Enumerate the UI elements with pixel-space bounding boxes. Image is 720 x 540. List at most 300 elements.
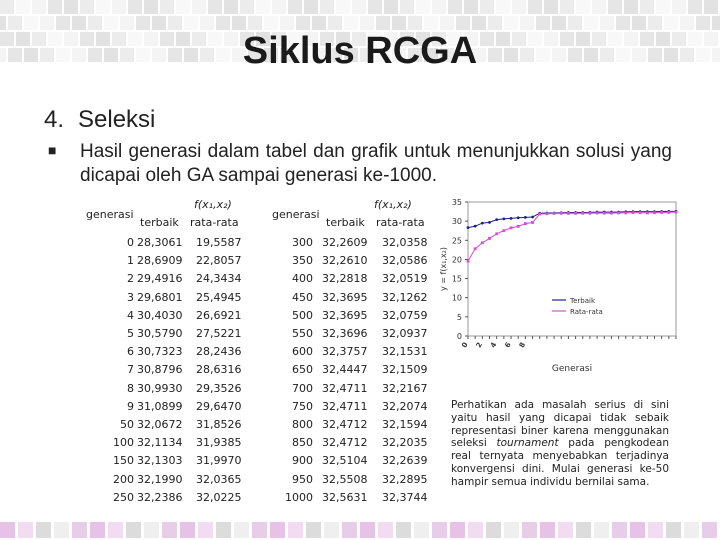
band-tile (232, 16, 246, 30)
cell-avg: 22,8057 (196, 254, 242, 268)
cell-generation: 2 (127, 272, 134, 286)
header-avg: rata-rata (376, 216, 425, 229)
band-tile (360, 16, 374, 30)
y-tick-label: 30 (451, 217, 462, 227)
cell-avg: 32,2639 (382, 454, 428, 468)
note-italic: tournament (496, 437, 559, 450)
cell-avg: 32,2035 (382, 436, 428, 450)
band-tile (108, 522, 123, 538)
band-tile (488, 16, 502, 30)
cell-avg: 32,0358 (382, 236, 428, 249)
band-tile (224, 0, 238, 14)
point-avg (589, 212, 592, 215)
band-tile (450, 522, 465, 538)
band-tile (270, 522, 285, 538)
band-tile (576, 0, 590, 14)
band-tile (252, 522, 267, 538)
x-tick-label: 4 (489, 341, 499, 350)
band-tile (504, 522, 519, 538)
x-tick-label: 0 (460, 341, 470, 350)
section-title: Seleksi (78, 106, 156, 133)
cell-generation: 350 (292, 254, 313, 268)
band-tile (280, 16, 294, 30)
band-tile (400, 0, 414, 14)
legend-label: Terbaik (570, 297, 596, 305)
table-row (270, 382, 440, 398)
point-avg (524, 222, 527, 225)
point-avg (517, 225, 520, 228)
note-paragraph (451, 399, 669, 489)
cell-best: 29,6801 (137, 290, 183, 304)
band-tile (558, 522, 573, 538)
band-tile (520, 16, 534, 30)
point-avg (567, 212, 570, 215)
table-row (80, 272, 270, 288)
band-tile (48, 0, 62, 14)
cell-generation: 6 (127, 345, 134, 359)
band-tile (600, 16, 614, 30)
band-tile (648, 522, 663, 538)
table-row (80, 309, 270, 325)
band-tile (630, 522, 645, 538)
band-tile (208, 0, 222, 14)
cell-avg: 19,5587 (196, 236, 242, 249)
band-tile (584, 16, 598, 30)
cell-best: 32,2386 (137, 490, 183, 504)
band-tile (198, 522, 213, 538)
table-row (80, 418, 270, 434)
cell-avg: 28,6316 (196, 363, 242, 377)
point-avg (646, 211, 649, 214)
point-avg (603, 212, 606, 215)
band-tile (192, 0, 206, 14)
cell-avg: 27,5221 (196, 327, 242, 340)
cell-best: 28,3061 (137, 236, 183, 249)
cell-best: 32,5508 (322, 472, 368, 486)
cell-best: 32,5631 (322, 490, 368, 504)
cell-generation: 450 (292, 290, 313, 304)
cell-avg: 29,3526 (196, 381, 242, 395)
cell-generation: 600 (292, 345, 313, 359)
cell-best: 30,5790 (137, 327, 183, 340)
table-row (80, 382, 270, 398)
band-tile (616, 16, 630, 30)
table-row (270, 418, 440, 434)
x-tick-label: 2 (474, 341, 485, 350)
band-tile (304, 0, 318, 14)
cell-generation: 550 (292, 327, 313, 340)
band-tile (64, 0, 78, 14)
cell-best: 32,4712 (322, 436, 368, 450)
cell-best: 32,1303 (137, 454, 183, 468)
band-tile (104, 16, 118, 30)
band-tile (504, 16, 518, 30)
band-tile (96, 0, 110, 14)
band-tile (552, 16, 566, 30)
cell-avg: 31,9385 (196, 436, 242, 450)
band-tile (180, 522, 195, 538)
point-best (481, 222, 484, 225)
band-tile (216, 522, 231, 538)
point-avg (610, 212, 613, 215)
x-axis-label: Generasi (551, 364, 593, 374)
point-avg (632, 211, 635, 214)
band-tile (408, 16, 422, 30)
cell-avg: 32,0937 (382, 327, 428, 340)
band-tile (272, 0, 286, 14)
band-tile (702, 522, 717, 538)
cell-best: 32,5104 (322, 454, 368, 468)
band-tile (72, 522, 87, 538)
cell-generation: 800 (292, 418, 313, 431)
point-avg (495, 232, 498, 235)
slide-title: Siklus RCGA (242, 30, 478, 72)
table-row (270, 254, 440, 270)
table-row (80, 454, 270, 470)
header-f: f(x₁,x₂) (374, 198, 412, 211)
band-tile (536, 16, 550, 30)
band-tile (612, 522, 627, 538)
band-tile (120, 16, 134, 30)
table-row (270, 272, 440, 288)
point-avg (502, 229, 505, 232)
cell-generation: 900 (292, 454, 313, 468)
band-tile (544, 0, 558, 14)
band-tile (248, 16, 262, 30)
cell-avg: 32,1262 (382, 290, 428, 304)
table-row (270, 491, 440, 507)
y-tick-label: 10 (451, 293, 462, 303)
band-tile (480, 0, 494, 14)
y-tick-label: 15 (451, 274, 462, 284)
cell-best: 32,2609 (322, 236, 368, 249)
band-tile (656, 0, 670, 14)
band-tile (712, 16, 720, 30)
band-tile (264, 16, 278, 30)
point-avg (660, 211, 663, 214)
cell-generation: 9 (127, 399, 134, 413)
band-tile (126, 522, 141, 538)
cell-best: 32,2818 (322, 272, 368, 286)
cell-best: 32,1990 (137, 472, 183, 486)
fitness-line-chart (436, 190, 686, 380)
band-tile (0, 0, 14, 14)
band-tile (568, 16, 582, 30)
cell-generation: 7 (127, 363, 134, 377)
band-tile (496, 0, 510, 14)
point-avg (510, 226, 513, 229)
band-tile (32, 0, 46, 14)
band-tile (112, 0, 126, 14)
table-row (270, 309, 440, 325)
band-tile (648, 16, 662, 30)
header-generation: generasi (272, 208, 320, 221)
band-tile (392, 16, 406, 30)
band-tile (666, 522, 681, 538)
cell-best: 32,4711 (322, 399, 368, 413)
band-tile (144, 0, 158, 14)
bottom-decorative-band (0, 520, 720, 540)
band-tile (128, 0, 142, 14)
cell-generation: 1 (127, 254, 134, 268)
table-row (80, 363, 270, 379)
band-tile (36, 522, 51, 538)
band-tile (0, 522, 15, 538)
band-tile (72, 16, 86, 30)
cell-best: 28,6909 (137, 254, 183, 268)
point-best (502, 218, 505, 221)
cell-generation: 200 (113, 472, 134, 486)
band-tile (672, 0, 686, 14)
header-avg: rata-rata (190, 216, 239, 229)
table-row (270, 363, 440, 379)
table-row (80, 291, 270, 307)
band-tile (288, 0, 302, 14)
band-tile (136, 16, 150, 30)
band-tile (306, 522, 321, 538)
cell-avg: 29,6470 (196, 399, 242, 413)
band-tile (200, 16, 214, 30)
band-tile (432, 0, 446, 14)
table-row (270, 454, 440, 470)
table-row (270, 236, 440, 252)
band-tile (376, 16, 390, 30)
point-avg (667, 211, 670, 214)
cell-generation: 1000 (285, 490, 313, 504)
cell-generation: 750 (292, 399, 313, 413)
table-row (270, 473, 440, 489)
point-best (510, 217, 513, 220)
section-number: 4. (44, 106, 65, 133)
cell-avg: 32,0759 (382, 308, 428, 322)
table-row (80, 400, 270, 416)
point-avg (617, 211, 620, 214)
band-tile (522, 522, 537, 538)
band-tile (234, 522, 249, 538)
band-tile (176, 0, 190, 14)
point-best (467, 226, 470, 229)
band-tile (540, 522, 555, 538)
band-tile (696, 16, 710, 30)
point-best (474, 225, 477, 228)
point-best (488, 221, 491, 224)
band-tile (18, 522, 33, 538)
cell-best: 31,0899 (137, 399, 183, 413)
cell-avg: 24,3434 (196, 272, 242, 286)
cell-avg: 25,4945 (196, 290, 242, 304)
cell-generation: 150 (113, 454, 134, 468)
cell-generation: 8 (127, 381, 134, 395)
point-avg (596, 212, 599, 215)
header-generation: generasi (86, 208, 134, 221)
header-best: terbaik (140, 216, 179, 229)
table-row (270, 327, 440, 343)
point-avg (545, 212, 548, 215)
cell-best: 32,4711 (322, 381, 368, 395)
header-f: f(x₁,x₂) (194, 198, 232, 211)
band-tile (384, 0, 398, 14)
band-tile (440, 16, 454, 30)
cell-avg: 32,0365 (196, 472, 242, 486)
x-tick-label: 8 (517, 341, 528, 350)
point-avg (488, 237, 491, 240)
cell-generation: 100 (113, 436, 134, 450)
cell-generation: 300 (292, 236, 313, 249)
cell-avg: 32,2167 (382, 381, 428, 395)
band-tile (560, 0, 574, 14)
band-tile (608, 0, 622, 14)
cell-avg: 31,8526 (196, 418, 242, 431)
point-best (524, 216, 527, 219)
cell-avg: 32,1594 (382, 418, 428, 431)
table-row (80, 436, 270, 452)
point-avg (639, 211, 642, 214)
cell-best: 30,9930 (137, 381, 183, 395)
cell-best: 30,7323 (137, 345, 183, 359)
point-avg (653, 211, 656, 214)
band-tile (528, 0, 542, 14)
table-row (270, 436, 440, 452)
band-tile (168, 16, 182, 30)
band-tile (432, 522, 447, 538)
band-tile (680, 16, 694, 30)
y-axis-label: y = f(x₁,x₂) (439, 246, 448, 292)
y-tick-label: 0 (456, 332, 462, 341)
table-row (270, 345, 440, 361)
cell-best: 32,3757 (322, 345, 368, 359)
band-tile (90, 522, 105, 538)
cell-avg: 32,0519 (382, 272, 428, 286)
band-tile (40, 16, 54, 30)
cell-avg: 31,9970 (196, 454, 242, 468)
cell-avg: 32,1509 (382, 363, 428, 377)
cell-generation: 4 (127, 308, 134, 322)
cell-generation: 3 (127, 290, 134, 304)
cell-best: 32,0672 (137, 418, 183, 431)
band-tile (704, 0, 718, 14)
table-row (80, 327, 270, 343)
band-tile (464, 0, 478, 14)
y-tick-label: 35 (451, 198, 462, 207)
note-rest: pada pengkodean real ternyata menyebabkan terjadinya konvergensi dini. Mulai generasi ke-50 hampir semua individu bernilai sama. (451, 437, 669, 488)
band-tile (296, 16, 310, 30)
band-tile (88, 16, 102, 30)
point-avg (675, 211, 678, 214)
cell-generation: 5 (127, 327, 134, 340)
cell-generation: 850 (292, 436, 313, 450)
cell-best: 32,4712 (322, 418, 368, 431)
band-tile (664, 16, 678, 30)
cell-best: 30,8796 (137, 363, 183, 377)
x-tick-label: 6 (503, 341, 513, 350)
table-row (80, 236, 270, 252)
point-avg (474, 247, 477, 250)
cell-best: 29,4916 (137, 272, 183, 286)
band-tile (576, 522, 591, 538)
band-tile (312, 16, 326, 30)
band-tile (16, 0, 30, 14)
band-tile (56, 16, 70, 30)
point-avg (624, 212, 627, 215)
table-row (270, 291, 440, 307)
cell-best: 32,3696 (322, 327, 368, 340)
point-best (495, 218, 498, 221)
cell-avg: 32,2895 (382, 472, 428, 486)
point-avg (467, 260, 470, 263)
band-tile (342, 522, 357, 538)
cell-avg: 32,2074 (382, 399, 428, 413)
band-tile (240, 0, 254, 14)
band-tile (456, 16, 470, 30)
point-avg (553, 212, 556, 215)
cell-avg: 32,0225 (196, 490, 242, 504)
band-tile (624, 0, 638, 14)
band-tile (344, 16, 358, 30)
band-tile (368, 0, 382, 14)
band-tile (360, 522, 375, 538)
cell-generation: 50 (120, 418, 134, 431)
cell-best: 32,1134 (137, 436, 183, 450)
band-tile (592, 0, 606, 14)
cell-generation: 250 (113, 490, 134, 504)
band-tile (378, 522, 393, 538)
cell-generation: 700 (292, 381, 313, 395)
cell-avg: 32,1531 (382, 345, 428, 359)
band-tile (8, 16, 22, 30)
point-avg (481, 241, 484, 244)
point-avg (574, 212, 577, 215)
band-tile (328, 16, 342, 30)
band-tile (594, 522, 609, 538)
cell-avg: 28,2436 (196, 345, 242, 359)
band-tile (684, 522, 699, 538)
band-tile (512, 0, 526, 14)
table-row (270, 400, 440, 416)
header-best: terbaik (326, 216, 365, 229)
section-heading (44, 106, 155, 134)
band-tile (160, 0, 174, 14)
band-tile (352, 0, 366, 14)
point-avg (531, 221, 534, 224)
band-tile (632, 16, 646, 30)
band-tile (144, 522, 159, 538)
band-tile (416, 0, 430, 14)
cell-generation: 0 (127, 236, 134, 249)
band-tile (640, 0, 654, 14)
y-tick-label: 20 (451, 255, 462, 265)
band-tile (216, 16, 230, 30)
cell-best: 32,3695 (322, 308, 368, 322)
results-table-left (80, 196, 270, 504)
band-tile (472, 16, 486, 30)
band-tile (424, 16, 438, 30)
cell-generation: 950 (292, 472, 313, 486)
cell-generation: 500 (292, 308, 313, 322)
bullet-text: Hasil generasi dalam tabel dan grafik untuk menunjukkan solusi yang dicapai oleh GA sampai generasi ke-1000. (80, 141, 672, 186)
band-tile (80, 0, 94, 14)
point-best (517, 216, 520, 219)
y-tick-label: 25 (451, 236, 462, 246)
table-row (80, 491, 270, 507)
band-tile (152, 16, 166, 30)
y-tick-label: 5 (456, 312, 462, 322)
point-avg (538, 213, 541, 216)
cell-avg: 32,0586 (382, 254, 428, 268)
band-tile (184, 16, 198, 30)
point-avg (560, 212, 563, 215)
band-tile (414, 522, 429, 538)
cell-best: 32,3695 (322, 290, 368, 304)
